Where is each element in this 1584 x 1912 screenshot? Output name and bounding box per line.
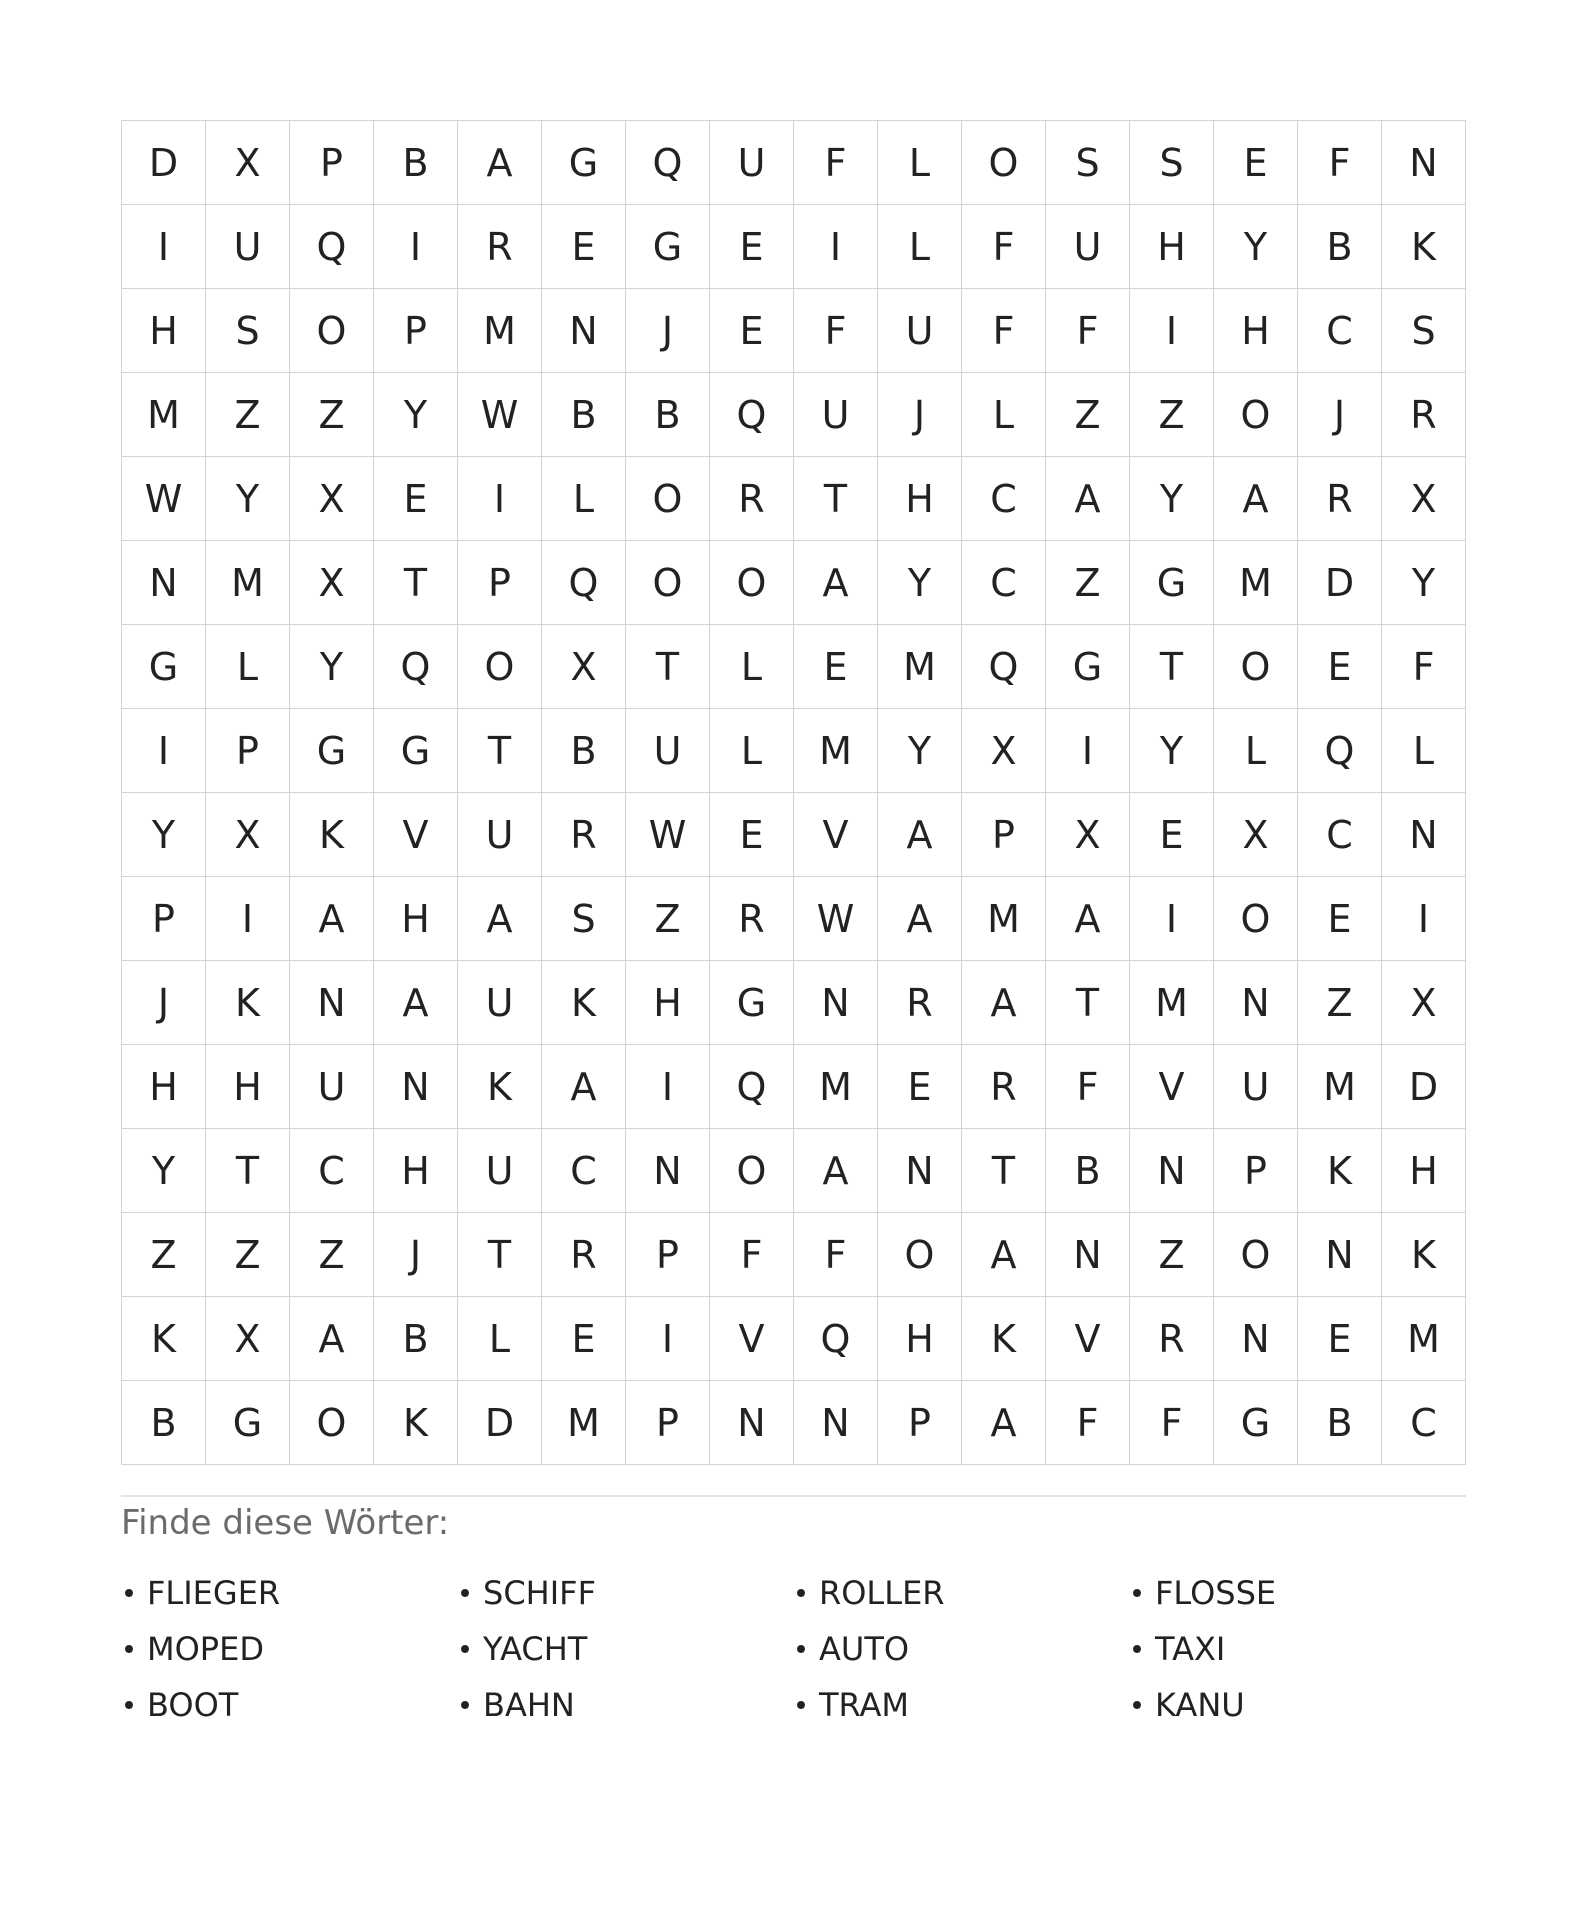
grid-cell[interactable]: N	[374, 1045, 458, 1129]
grid-cell[interactable]: T	[1046, 961, 1130, 1045]
grid-cell[interactable]: U	[1214, 1045, 1298, 1129]
grid-cell[interactable]: U	[1046, 205, 1130, 289]
grid-cell[interactable]: C	[1298, 793, 1382, 877]
grid-cell[interactable]: U	[794, 373, 878, 457]
grid-cell[interactable]: Q	[710, 1045, 794, 1129]
grid-cell[interactable]: B	[122, 1381, 206, 1465]
grid-cell[interactable]: A	[542, 1045, 626, 1129]
grid-cell[interactable]: A	[962, 1213, 1046, 1297]
grid-cell[interactable]: D	[1382, 1045, 1466, 1129]
grid-cell[interactable]: O	[710, 541, 794, 625]
grid-cell[interactable]: D	[458, 1381, 542, 1465]
grid-cell[interactable]: K	[1382, 205, 1466, 289]
grid-cell[interactable]: Q	[290, 205, 374, 289]
grid-cell[interactable]: O	[1214, 625, 1298, 709]
grid-cell[interactable]: J	[122, 961, 206, 1045]
grid-cell[interactable]: A	[878, 877, 962, 961]
grid-cell[interactable]: N	[290, 961, 374, 1045]
grid-cell[interactable]: L	[458, 1297, 542, 1381]
grid-cell[interactable]: S	[1130, 121, 1214, 205]
grid-cell[interactable]: T	[374, 541, 458, 625]
grid-cell[interactable]: Y	[206, 457, 290, 541]
grid-cell[interactable]: K	[374, 1381, 458, 1465]
word-label: TAXI	[1155, 1630, 1226, 1668]
grid-cell[interactable]: Q	[626, 121, 710, 205]
grid-cell[interactable]: N	[1130, 1129, 1214, 1213]
grid-cell[interactable]: B	[374, 121, 458, 205]
grid-cell[interactable]: Q	[794, 1297, 878, 1381]
grid-cell[interactable]: O	[626, 541, 710, 625]
grid-cell[interactable]: Y	[1130, 709, 1214, 793]
grid-cell[interactable]: B	[626, 373, 710, 457]
grid-cell[interactable]: C	[542, 1129, 626, 1213]
word-list-item	[793, 1565, 1129, 1621]
grid-cell[interactable]: A	[878, 793, 962, 877]
grid-cell[interactable]: Z	[1130, 373, 1214, 457]
word-list-item	[121, 1621, 457, 1677]
grid-cell[interactable]: M	[794, 709, 878, 793]
word-list-item	[1129, 1565, 1465, 1621]
grid-cell[interactable]: R	[1298, 457, 1382, 541]
word-list-item	[1129, 1621, 1465, 1677]
grid-cell[interactable]: E	[794, 625, 878, 709]
grid-cell[interactable]: L	[878, 205, 962, 289]
grid-cell[interactable]: T	[962, 1129, 1046, 1213]
grid-cell[interactable]: L	[1214, 709, 1298, 793]
grid-cell[interactable]: U	[878, 289, 962, 373]
grid-cell[interactable]: E	[1298, 625, 1382, 709]
bullet-icon	[461, 1645, 469, 1653]
grid-cell[interactable]: Z	[290, 1213, 374, 1297]
word-label: KANU	[1155, 1686, 1245, 1724]
grid-cell[interactable]: X	[290, 457, 374, 541]
grid-cell[interactable]: H	[626, 961, 710, 1045]
word-list-item	[457, 1565, 793, 1621]
grid-cell[interactable]: P	[290, 121, 374, 205]
grid-cell[interactable]: J	[878, 373, 962, 457]
grid-cell[interactable]: E	[710, 793, 794, 877]
grid-cell[interactable]: D	[1298, 541, 1382, 625]
grid-cell[interactable]: M	[1214, 541, 1298, 625]
grid-cell[interactable]: L	[1382, 709, 1466, 793]
grid-cell[interactable]: R	[878, 961, 962, 1045]
grid-cell[interactable]: H	[122, 289, 206, 373]
grid-cell[interactable]: U	[710, 121, 794, 205]
grid-cell[interactable]: X	[1214, 793, 1298, 877]
grid-cell[interactable]: E	[374, 457, 458, 541]
word-search-puzzle	[121, 120, 1464, 1733]
bullet-icon	[125, 1645, 133, 1653]
grid-cell[interactable]: F	[1046, 289, 1130, 373]
grid-cell[interactable]: E	[878, 1045, 962, 1129]
grid-cell[interactable]: M	[1130, 961, 1214, 1045]
grid-cell[interactable]: Y	[1130, 457, 1214, 541]
grid-cell[interactable]: E	[1214, 121, 1298, 205]
grid-cell[interactable]: J	[1298, 373, 1382, 457]
grid-cell[interactable]: U	[290, 1045, 374, 1129]
grid-cell[interactable]: A	[1214, 457, 1298, 541]
grid-cell[interactable]: K	[1298, 1129, 1382, 1213]
grid-cell[interactable]: G	[122, 625, 206, 709]
grid-cell[interactable]: U	[206, 205, 290, 289]
grid-cell[interactable]: R	[962, 1045, 1046, 1129]
grid-cell[interactable]: E	[1298, 1297, 1382, 1381]
grid-cell[interactable]: G	[1214, 1381, 1298, 1465]
grid-cell[interactable]: Z	[1046, 541, 1130, 625]
grid-cell[interactable]: M	[1382, 1297, 1466, 1381]
grid-cell[interactable]: H	[374, 877, 458, 961]
grid-cell[interactable]: P	[626, 1213, 710, 1297]
grid-cell[interactable]: Q	[1298, 709, 1382, 793]
grid-cell[interactable]: I	[374, 205, 458, 289]
grid-cell[interactable]: H	[206, 1045, 290, 1129]
grid-cell[interactable]: F	[1046, 1381, 1130, 1465]
grid-cell[interactable]: H	[878, 1297, 962, 1381]
word-list-item	[457, 1621, 793, 1677]
grid-cell[interactable]: X	[290, 541, 374, 625]
grid-cell[interactable]: V	[794, 793, 878, 877]
grid-cell[interactable]: S	[1046, 121, 1130, 205]
grid-cell[interactable]: J	[626, 289, 710, 373]
grid-cell[interactable]: R	[1382, 373, 1466, 457]
grid-cell[interactable]: E	[710, 205, 794, 289]
grid-cell[interactable]: H	[122, 1045, 206, 1129]
grid-cell[interactable]: G	[374, 709, 458, 793]
grid-cell[interactable]: A	[1046, 457, 1130, 541]
grid-cell[interactable]: O	[1214, 877, 1298, 961]
bullet-icon	[125, 1589, 133, 1597]
bullet-icon	[125, 1701, 133, 1709]
grid-cell[interactable]: O	[458, 625, 542, 709]
word-list-item	[793, 1677, 1129, 1733]
grid-cell[interactable]: N	[542, 289, 626, 373]
grid-cell[interactable]: A	[290, 1297, 374, 1381]
word-label: AUTO	[819, 1630, 910, 1668]
grid-cell[interactable]: K	[1382, 1213, 1466, 1297]
grid-cell[interactable]: N	[794, 961, 878, 1045]
word-label: BOOT	[147, 1686, 239, 1724]
grid-cell[interactable]: R	[1130, 1297, 1214, 1381]
grid-cell[interactable]: F	[1382, 625, 1466, 709]
grid-cell[interactable]: U	[626, 709, 710, 793]
grid-cell[interactable]: R	[542, 1213, 626, 1297]
grid-cell[interactable]: A	[962, 1381, 1046, 1465]
grid-cell[interactable]: E	[542, 205, 626, 289]
grid-cell[interactable]: Y	[878, 709, 962, 793]
grid-cell[interactable]: N	[1046, 1213, 1130, 1297]
grid-cell[interactable]: T	[458, 709, 542, 793]
bullet-icon	[461, 1589, 469, 1597]
grid-cell[interactable]: E	[1298, 877, 1382, 961]
word-label: SCHIFF	[483, 1574, 596, 1612]
grid-cell[interactable]: G	[626, 205, 710, 289]
grid-cell[interactable]: Y	[374, 373, 458, 457]
grid-cell[interactable]: F	[1298, 121, 1382, 205]
grid-cell[interactable]: X	[1046, 793, 1130, 877]
grid-cell[interactable]: Z	[206, 373, 290, 457]
grid-cell[interactable]: H	[374, 1129, 458, 1213]
grid-cell[interactable]: Y	[1382, 541, 1466, 625]
bullet-icon	[1133, 1589, 1141, 1597]
grid-cell[interactable]: F	[1046, 1045, 1130, 1129]
grid-cell[interactable]: Y	[1214, 205, 1298, 289]
grid-cell[interactable]: B	[1046, 1129, 1130, 1213]
bullet-icon	[1133, 1701, 1141, 1709]
grid-cell[interactable]: M	[122, 373, 206, 457]
word-list-item	[1129, 1677, 1465, 1733]
grid-cell[interactable]: D	[122, 121, 206, 205]
grid-cell[interactable]: J	[374, 1213, 458, 1297]
grid-cell[interactable]: A	[290, 877, 374, 961]
grid-cell[interactable]: Z	[626, 877, 710, 961]
grid-cell[interactable]: V	[710, 1297, 794, 1381]
grid-cell[interactable]: X	[1382, 457, 1466, 541]
grid-cell[interactable]: E	[542, 1297, 626, 1381]
grid-cell[interactable]: T	[458, 1213, 542, 1297]
grid-cell[interactable]: P	[122, 877, 206, 961]
grid-cell[interactable]: U	[458, 793, 542, 877]
grid-cell[interactable]: N	[710, 1381, 794, 1465]
grid-cell[interactable]: W	[626, 793, 710, 877]
divider	[121, 1495, 1466, 1497]
grid-cell[interactable]: Z	[1046, 373, 1130, 457]
grid-cell[interactable]: Q	[542, 541, 626, 625]
grid-cell[interactable]: N	[122, 541, 206, 625]
grid-cell[interactable]: O	[878, 1213, 962, 1297]
grid-cell[interactable]: C	[962, 457, 1046, 541]
grid-cell[interactable]: H	[878, 457, 962, 541]
grid-cell[interactable]: C	[1298, 289, 1382, 373]
grid-cell[interactable]: X	[206, 1297, 290, 1381]
grid-cell[interactable]: P	[626, 1381, 710, 1465]
bullet-icon	[797, 1589, 805, 1597]
grid-cell[interactable]: Z	[1298, 961, 1382, 1045]
grid-cell[interactable]: P	[1214, 1129, 1298, 1213]
grid-cell[interactable]: O	[626, 457, 710, 541]
grid-cell[interactable]: B	[1298, 205, 1382, 289]
grid-cell[interactable]: U	[458, 1129, 542, 1213]
grid-cell[interactable]: M	[542, 1381, 626, 1465]
grid-cell[interactable]: L	[962, 373, 1046, 457]
grid-cell[interactable]: N	[1214, 1297, 1298, 1381]
grid-cell[interactable]: L	[710, 709, 794, 793]
grid-cell[interactable]: P	[962, 793, 1046, 877]
grid-cell[interactable]: A	[374, 961, 458, 1045]
grid-cell[interactable]: G	[710, 961, 794, 1045]
grid-cell[interactable]: C	[1382, 1381, 1466, 1465]
grid-cell[interactable]: P	[206, 709, 290, 793]
word-label: TRAM	[819, 1686, 909, 1724]
word-label: YACHT	[483, 1630, 588, 1668]
grid-cell[interactable]: L	[542, 457, 626, 541]
grid-cell[interactable]: N	[626, 1129, 710, 1213]
grid-cell[interactable]: V	[1130, 1045, 1214, 1129]
grid-cell[interactable]: V	[1046, 1297, 1130, 1381]
grid-cell[interactable]: G	[1130, 541, 1214, 625]
grid-cell[interactable]: Q	[374, 625, 458, 709]
grid-cell[interactable]: G	[206, 1381, 290, 1465]
grid-cell[interactable]: W	[458, 373, 542, 457]
grid-cell[interactable]: F	[1130, 1381, 1214, 1465]
word-list	[121, 1565, 1464, 1733]
grid-cell[interactable]: O	[290, 1381, 374, 1465]
grid-cell[interactable]: I	[1382, 877, 1466, 961]
grid-cell[interactable]: F	[794, 289, 878, 373]
grid-cell[interactable]: T	[1130, 625, 1214, 709]
grid-cell[interactable]: E	[1130, 793, 1214, 877]
grid-cell[interactable]: I	[626, 1297, 710, 1381]
bullet-icon	[461, 1701, 469, 1709]
grid-cell[interactable]: B	[1298, 1381, 1382, 1465]
grid-cell[interactable]: B	[542, 373, 626, 457]
grid-cell[interactable]: X	[1382, 961, 1466, 1045]
word-list-item	[793, 1621, 1129, 1677]
word-label: ROLLER	[819, 1574, 945, 1612]
grid-cell[interactable]: K	[290, 793, 374, 877]
word-label: MOPED	[147, 1630, 264, 1668]
grid-cell[interactable]: M	[458, 289, 542, 373]
grid-cell[interactable]: N	[878, 1129, 962, 1213]
grid-cell[interactable]: L	[206, 625, 290, 709]
grid-cell[interactable]: A	[794, 541, 878, 625]
grid-cell[interactable]: M	[1298, 1045, 1382, 1129]
grid-cell[interactable]: R	[710, 877, 794, 961]
grid-cell[interactable]: N	[794, 1381, 878, 1465]
grid-cell[interactable]: X	[962, 709, 1046, 793]
grid-cell[interactable]: I	[1130, 877, 1214, 961]
grid-cell[interactable]: T	[626, 625, 710, 709]
grid-cell[interactable]: F	[962, 205, 1046, 289]
grid-cell[interactable]: V	[374, 793, 458, 877]
grid-cell[interactable]: K	[542, 961, 626, 1045]
grid-cell[interactable]: K	[122, 1297, 206, 1381]
grid-cell[interactable]: R	[542, 793, 626, 877]
grid-cell[interactable]: S	[542, 877, 626, 961]
grid-cell[interactable]: I	[206, 877, 290, 961]
grid-cell[interactable]: A	[962, 961, 1046, 1045]
word-label: FLOSSE	[1155, 1574, 1277, 1612]
grid-cell[interactable]: K	[962, 1297, 1046, 1381]
grid-cell[interactable]: Z	[1130, 1213, 1214, 1297]
grid-cell[interactable]: G	[1046, 625, 1130, 709]
letter-grid	[121, 120, 1466, 1465]
grid-cell[interactable]: Z	[122, 1213, 206, 1297]
grid-cell[interactable]: R	[458, 205, 542, 289]
word-list-item	[457, 1677, 793, 1733]
grid-cell[interactable]: O	[710, 1129, 794, 1213]
grid-cell[interactable]: P	[458, 541, 542, 625]
grid-cell[interactable]: I	[122, 709, 206, 793]
grid-cell[interactable]: O	[962, 121, 1046, 205]
grid-cell[interactable]: M	[794, 1045, 878, 1129]
grid-cell[interactable]: S	[1382, 289, 1466, 373]
grid-cell[interactable]: H	[1130, 205, 1214, 289]
grid-cell[interactable]: F	[794, 121, 878, 205]
grid-cell[interactable]: I	[458, 457, 542, 541]
bullet-icon	[797, 1645, 805, 1653]
grid-cell[interactable]: N	[1298, 1213, 1382, 1297]
grid-cell[interactable]: K	[458, 1045, 542, 1129]
grid-cell[interactable]: A	[458, 121, 542, 205]
grid-cell[interactable]: M	[878, 625, 962, 709]
grid-cell[interactable]: C	[962, 541, 1046, 625]
grid-cell[interactable]: I	[1130, 289, 1214, 373]
grid-cell[interactable]: N	[1382, 121, 1466, 205]
grid-cell[interactable]: M	[962, 877, 1046, 961]
grid-cell[interactable]: I	[794, 205, 878, 289]
grid-cell[interactable]: C	[290, 1129, 374, 1213]
grid-cell[interactable]: T	[206, 1129, 290, 1213]
bullet-icon	[797, 1701, 805, 1709]
word-label: BAHN	[483, 1686, 575, 1724]
grid-cell[interactable]: B	[542, 709, 626, 793]
word-list-item	[121, 1565, 457, 1621]
grid-cell[interactable]: X	[542, 625, 626, 709]
grid-cell[interactable]: P	[374, 289, 458, 373]
grid-cell[interactable]: I	[1046, 709, 1130, 793]
grid-cell[interactable]: Z	[290, 373, 374, 457]
words-heading: Finde diese Wörter:	[121, 1503, 450, 1543]
grid-cell[interactable]: F	[794, 1213, 878, 1297]
grid-cell[interactable]: O	[1214, 1213, 1298, 1297]
grid-cell[interactable]: X	[206, 793, 290, 877]
grid-cell[interactable]: N	[1214, 961, 1298, 1045]
grid-cell[interactable]: I	[626, 1045, 710, 1129]
grid-cell[interactable]: Z	[206, 1213, 290, 1297]
grid-cell[interactable]: Q	[962, 625, 1046, 709]
grid-cell[interactable]: O	[1214, 373, 1298, 457]
grid-cell[interactable]: T	[794, 457, 878, 541]
grid-cell[interactable]: M	[206, 541, 290, 625]
grid-cell[interactable]: N	[1382, 793, 1466, 877]
grid-cell[interactable]: Y	[122, 793, 206, 877]
grid-cell[interactable]: G	[290, 709, 374, 793]
grid-cell[interactable]: S	[206, 289, 290, 373]
grid-cell[interactable]: A	[1046, 877, 1130, 961]
grid-cell[interactable]: W	[122, 457, 206, 541]
grid-cell[interactable]: H	[1382, 1129, 1466, 1213]
word-label: FLIEGER	[147, 1574, 281, 1612]
grid-cell[interactable]: E	[710, 289, 794, 373]
grid-cell[interactable]: W	[794, 877, 878, 961]
grid-cell[interactable]: L	[710, 625, 794, 709]
grid-cell[interactable]: K	[206, 961, 290, 1045]
grid-cell[interactable]: L	[878, 121, 962, 205]
grid-cell[interactable]: F	[962, 289, 1046, 373]
word-list-item	[121, 1677, 457, 1733]
grid-cell[interactable]: I	[122, 205, 206, 289]
grid-cell[interactable]: U	[458, 961, 542, 1045]
grid-cell[interactable]: H	[1214, 289, 1298, 373]
grid-cell[interactable]: A	[458, 877, 542, 961]
grid-cell[interactable]: B	[374, 1297, 458, 1381]
grid-cell[interactable]: O	[290, 289, 374, 373]
bullet-icon	[1133, 1645, 1141, 1653]
grid-cell[interactable]: Y	[878, 541, 962, 625]
grid-cell[interactable]: F	[710, 1213, 794, 1297]
grid-cell[interactable]: Q	[710, 373, 794, 457]
grid-cell[interactable]: P	[878, 1381, 962, 1465]
grid-cell[interactable]: X	[206, 121, 290, 205]
grid-cell[interactable]: R	[710, 457, 794, 541]
grid-cell[interactable]: G	[542, 121, 626, 205]
grid-cell[interactable]: Y	[122, 1129, 206, 1213]
grid-cell[interactable]: A	[794, 1129, 878, 1213]
grid-cell[interactable]: Y	[290, 625, 374, 709]
